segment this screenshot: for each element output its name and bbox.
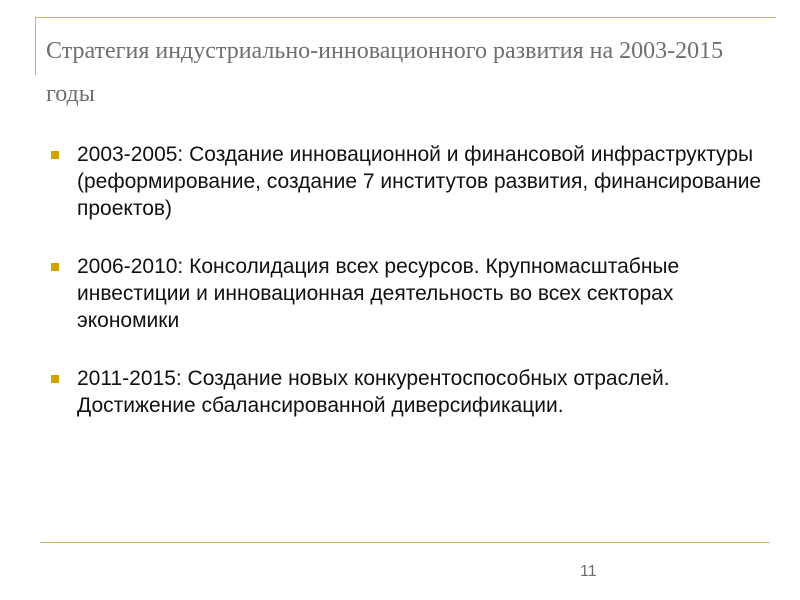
- slide-title: Стратегия индустриально-инновационного развития на 2003-2015 годы: [46, 38, 724, 107]
- square-bullet-icon: [51, 263, 59, 271]
- square-bullet-icon: [51, 151, 59, 159]
- page-number: 11: [580, 563, 597, 580]
- bullet-list: [51, 141, 771, 450]
- left-rule: [35, 17, 36, 75]
- bullet-item: [51, 365, 771, 419]
- bullet-text: 2006-2010: Консолидация всех ресурсов. Крупномасштабные инвестиции и инновационная деятельность во всех секторах экономики: [77, 255, 680, 332]
- bottom-rule: [40, 542, 770, 543]
- bullet-text: 2003-2005: Создание инновационной и финансовой инфраструктуры (реформирование, создание 7 институтов развития, финансирование проектов): [77, 143, 762, 220]
- bullet-item: [51, 253, 771, 334]
- square-bullet-icon: [51, 375, 59, 383]
- bullet-item: [51, 141, 771, 222]
- bullet-text: 2011-2015: Создание новых конкурентоспособных отраслей. Достижение сбалансированной диверсификации.: [77, 367, 670, 417]
- top-rule: [35, 17, 776, 18]
